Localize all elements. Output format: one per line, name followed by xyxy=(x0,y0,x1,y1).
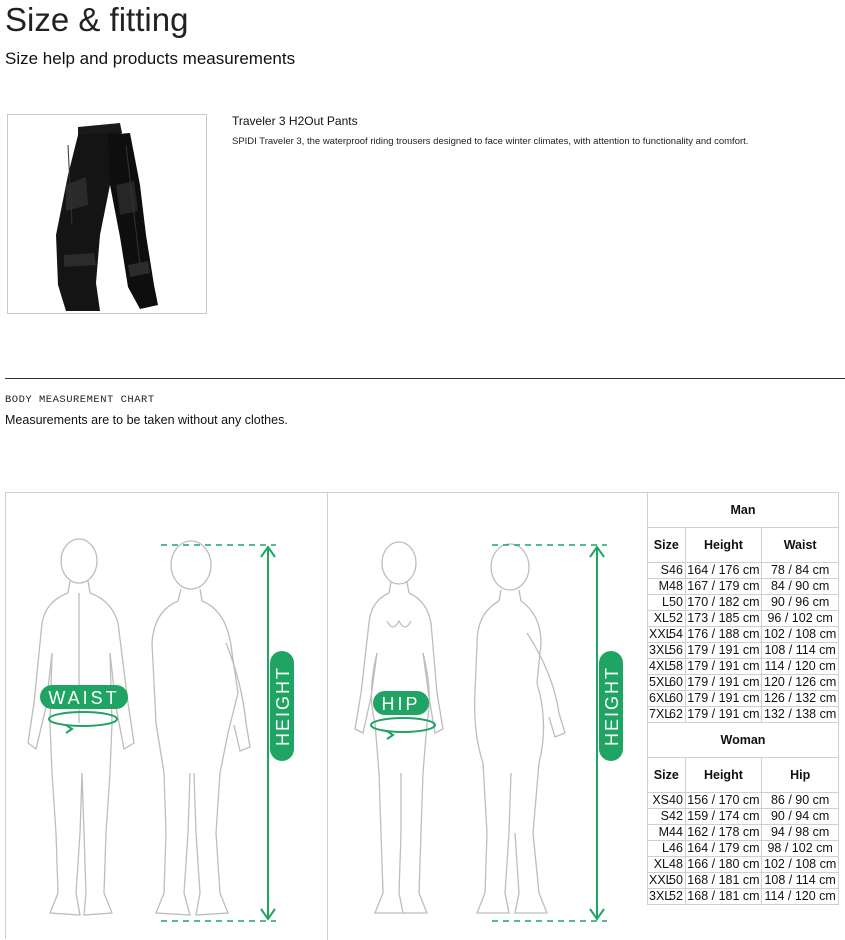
waist-label: WAIST xyxy=(48,688,120,708)
size-label: M xyxy=(658,579,669,593)
measure-cell: 96 / 102 cm xyxy=(762,611,839,627)
eu-size: 46 xyxy=(669,563,683,577)
table-row xyxy=(648,889,839,905)
size-cell xyxy=(648,707,686,723)
size-cell xyxy=(648,841,686,857)
eu-size: 60 xyxy=(669,675,683,689)
height-cell: 164 / 179 cm xyxy=(685,841,762,857)
table-row xyxy=(648,627,839,643)
woman-figure-panel xyxy=(327,493,648,940)
pants-icon xyxy=(8,115,206,313)
height-cell: 179 / 191 cm xyxy=(685,675,762,691)
measure-cell: 102 / 108 cm xyxy=(762,857,839,873)
measure-cell: 86 / 90 cm xyxy=(762,793,839,809)
eu-size: 46 xyxy=(669,841,683,855)
eu-size: 52 xyxy=(669,611,683,625)
measure-cell: 114 / 120 cm xyxy=(762,659,839,675)
column-header: Height xyxy=(685,758,762,793)
eu-size: 54 xyxy=(669,627,683,641)
height-cell: 179 / 191 cm xyxy=(685,691,762,707)
table-row xyxy=(648,857,839,873)
body-figures xyxy=(5,492,648,939)
chart-note: Measurements are to be taken without any clothes. xyxy=(5,413,288,427)
eu-size: 60 xyxy=(669,691,683,705)
table-row xyxy=(648,595,839,611)
measure-cell: 90 / 94 cm xyxy=(762,809,839,825)
measure-cell: 132 / 138 cm xyxy=(762,707,839,723)
measure-cell: 114 / 120 cm xyxy=(762,889,839,905)
height-cell: 179 / 191 cm xyxy=(685,659,762,675)
height-cell: 176 / 188 cm xyxy=(685,627,762,643)
size-table xyxy=(647,492,839,905)
measure-cell: 108 / 114 cm xyxy=(762,873,839,889)
size-cell xyxy=(648,643,686,659)
size-label: XL xyxy=(653,857,669,871)
table-row xyxy=(648,873,839,889)
hip-label: HIP xyxy=(381,694,421,714)
size-label: 7XL xyxy=(649,707,672,721)
height-cell: 168 / 181 cm xyxy=(685,889,762,905)
column-header: Height xyxy=(685,528,762,563)
column-header-row xyxy=(648,528,839,563)
size-label: XS xyxy=(652,793,669,807)
page-subtitle: Size help and products measurements xyxy=(5,49,296,68)
size-cell xyxy=(648,595,686,611)
woman-body-illustration xyxy=(327,493,648,940)
column-header-row xyxy=(648,758,839,793)
table-title: Man xyxy=(648,493,839,528)
table-row xyxy=(648,643,839,659)
eu-size: 62 xyxy=(669,707,683,721)
product-name: Traveler 3 H2Out Pants xyxy=(232,114,358,128)
measure-cell: 98 / 102 cm xyxy=(762,841,839,857)
height-cell: 168 / 181 cm xyxy=(685,873,762,889)
height-cell: 179 / 191 cm xyxy=(685,643,762,659)
height-cell: 159 / 174 cm xyxy=(685,809,762,825)
measure-cell: 78 / 84 cm xyxy=(762,563,839,579)
table-row xyxy=(648,809,839,825)
eu-size: 42 xyxy=(669,809,683,823)
size-cell xyxy=(648,825,686,841)
size-cell xyxy=(648,659,686,675)
size-label: XXL xyxy=(649,627,673,641)
woman-height-label: HEIGHT xyxy=(602,665,622,747)
height-cell: 164 / 176 cm xyxy=(685,563,762,579)
size-label: S xyxy=(660,563,669,577)
eu-size: 52 xyxy=(669,889,683,903)
measure-cell: 94 / 98 cm xyxy=(762,825,839,841)
size-label: 3XL xyxy=(649,643,672,657)
table-row xyxy=(648,793,839,809)
height-cell: 167 / 179 cm xyxy=(685,579,762,595)
size-cell xyxy=(648,579,686,595)
measure-cell: 108 / 114 cm xyxy=(762,643,839,659)
table-row xyxy=(648,675,839,691)
page-title: Size & fitting xyxy=(5,1,189,38)
column-header: Size xyxy=(648,528,686,563)
height-cell: 179 / 191 cm xyxy=(685,707,762,723)
height-cell: 156 / 170 cm xyxy=(685,793,762,809)
table-row xyxy=(648,691,839,707)
size-label: S xyxy=(660,809,669,823)
size-label: L xyxy=(662,595,669,609)
size-cell xyxy=(648,889,686,905)
pants-product-image xyxy=(7,114,207,314)
height-cell: 166 / 180 cm xyxy=(685,857,762,873)
column-header: Hip xyxy=(762,758,839,793)
eu-size: 40 xyxy=(669,793,683,807)
eu-size: 44 xyxy=(669,825,683,839)
measure-cell: 90 / 96 cm xyxy=(762,595,839,611)
table-row xyxy=(648,579,839,595)
product-description: SPIDI Traveler 3, the waterproof riding trousers designed to face winter climates, with attention to functionality and comfort. xyxy=(232,136,749,147)
eu-size: 50 xyxy=(669,595,683,609)
table-row xyxy=(648,707,839,723)
size-label: 6XL xyxy=(649,691,672,705)
measure-cell: 126 / 132 cm xyxy=(762,691,839,707)
column-header: Size xyxy=(648,758,686,793)
measure-cell: 120 / 126 cm xyxy=(762,675,839,691)
table-title: Woman xyxy=(648,723,839,758)
size-label: XL xyxy=(653,611,669,625)
table-row xyxy=(648,659,839,675)
size-label: 5XL xyxy=(649,675,672,689)
measure-cell: 84 / 90 cm xyxy=(762,579,839,595)
measure-cell: 102 / 108 cm xyxy=(762,627,839,643)
table-row xyxy=(648,841,839,857)
size-cell xyxy=(648,809,686,825)
size-label: L xyxy=(662,841,669,855)
man-height-label: HEIGHT xyxy=(273,665,293,747)
eu-size: 48 xyxy=(669,579,683,593)
man-table-title-row xyxy=(648,493,839,528)
chart-heading: BODY MEASUREMENT CHART xyxy=(5,394,155,406)
eu-size: 58 xyxy=(669,659,683,673)
size-cell xyxy=(648,873,686,889)
eu-size: 50 xyxy=(669,873,683,887)
size-cell xyxy=(648,691,686,707)
height-cell: 173 / 185 cm xyxy=(685,611,762,627)
eu-size: 56 xyxy=(669,643,683,657)
eu-size: 48 xyxy=(669,857,683,871)
size-label: M xyxy=(658,825,669,839)
table-row xyxy=(648,611,839,627)
size-cell xyxy=(648,563,686,579)
height-cell: 162 / 178 cm xyxy=(685,825,762,841)
size-label: 3XL xyxy=(649,889,672,903)
man-body-illustration xyxy=(6,493,327,940)
size-cell xyxy=(648,793,686,809)
section-divider xyxy=(5,378,845,379)
man-figure-panel xyxy=(6,493,328,940)
column-header: Waist xyxy=(762,528,839,563)
size-cell xyxy=(648,675,686,691)
size-label: XXL xyxy=(649,873,673,887)
height-cell: 170 / 182 cm xyxy=(685,595,762,611)
table-row xyxy=(648,563,839,579)
size-cell xyxy=(648,611,686,627)
table-row xyxy=(648,825,839,841)
size-cell xyxy=(648,627,686,643)
woman-table-title-row xyxy=(648,723,839,758)
size-cell xyxy=(648,857,686,873)
size-label: 4XL xyxy=(649,659,672,673)
